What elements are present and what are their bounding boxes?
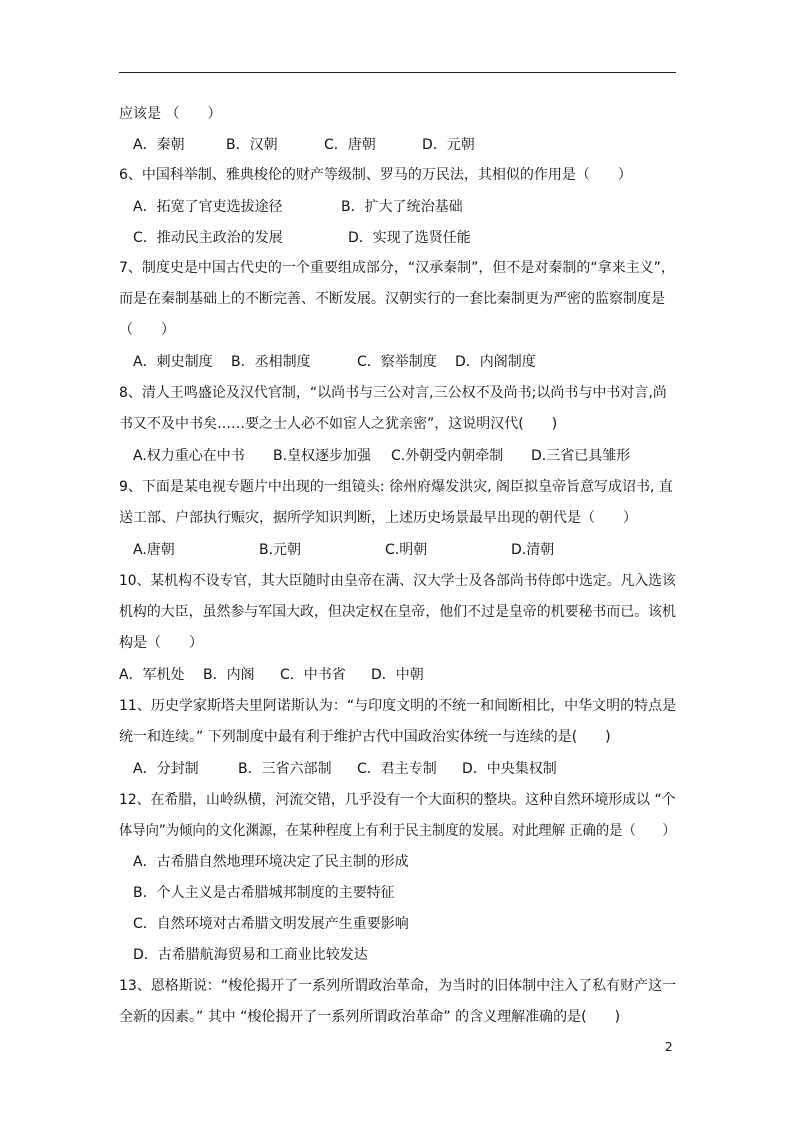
q5-option-c: C．唐朝 bbox=[324, 137, 376, 153]
q9-option-c: C.明朝 bbox=[385, 542, 428, 558]
q9-line-1: 9、下面是某电视专题片中出现的一组镜头: 徐州府爆发洪灾, 阁臣拟皇帝旨意写成诏书, 直 bbox=[119, 479, 673, 495]
q7-line-2: 而是在秦制基础上的不断完善、不断发展。汉朝实行的一套比秦制更为严密的监察制度是 bbox=[119, 291, 665, 307]
q11-option-d: D．中央集权制 bbox=[462, 761, 557, 777]
q10-line-1: 10、某机构不设专官，其大臣随时由皇帝在满、汉大学士及各部尚书侍郎中选定。凡入选该 bbox=[119, 573, 676, 589]
q12-option-c: C．自然环境对古希腊文明发展产生重要影响 bbox=[133, 916, 409, 932]
q6-option-a: A．拓宽了官吏选拔途径 bbox=[133, 199, 283, 215]
q6-option-d: D．实现了选贤任能 bbox=[348, 230, 471, 246]
q12-option-b: B．个人主义是古希腊城邦制度的主要特征 bbox=[133, 885, 395, 901]
q12-option-a: A．古希腊自然地理环境决定了民主制的形成 bbox=[133, 854, 409, 870]
q7-option-b: B．丞相制度 bbox=[231, 354, 311, 370]
page-number: 2 bbox=[665, 1040, 673, 1054]
q11-line-1: 11、历史学家斯塔夫里阿诺斯认为：“与印度文明的不统一和间断相比，中华文明的特点是 bbox=[119, 698, 677, 714]
q10-line-2: 机构的大臣，虽然参与军国大政，但决定权在皇帝，他们不过是皇帝的机要秘书而已。该机 bbox=[119, 604, 676, 620]
q10-option-c: C．中书省 bbox=[280, 667, 346, 683]
q7-line-1: 7、制度史是中国古代史的一个重要组成部分，“汉承秦制”，但不是对秦制的“拿来主义”， bbox=[119, 260, 675, 276]
q8-option-d: D.三省已具雏形 bbox=[531, 448, 631, 464]
q8-option-b: B.皇权逐步加强 bbox=[273, 448, 372, 464]
q5-option-d: D．元朝 bbox=[422, 137, 475, 153]
q10-option-b: B．内阁 bbox=[203, 667, 255, 683]
q13-line-1: 13、恩格斯说：“梭伦揭开了一系列所谓政治革命，为当时的旧体制中注入了私有财产这一 bbox=[119, 978, 677, 994]
q6-stem: 6、中国科举制、雅典梭伦的财产等级制、罗马的万民法，其相似的作用是（ ） bbox=[119, 167, 632, 183]
q7-option-a: A．刺史制度 bbox=[133, 354, 213, 370]
q7-line-3: （ ） bbox=[119, 322, 175, 338]
q6-option-c: C．推动民主政治的发展 bbox=[133, 230, 283, 246]
q10-option-a: A．军机处 bbox=[119, 667, 185, 683]
q11-option-c: C．君主专制 bbox=[357, 761, 437, 777]
q9-option-d: D.清朝 bbox=[511, 542, 555, 558]
q13-line-2: 全新的因素。” 其中 “梭伦揭开了一系列所谓政治革命” 的含义理解准确的是( ) bbox=[119, 1009, 621, 1025]
q7-option-d: D．内阁制度 bbox=[455, 354, 536, 370]
q6-option-b: B．扩大了统治基础 bbox=[341, 199, 463, 215]
q9-option-a: A.唐朝 bbox=[133, 542, 175, 558]
header-rule bbox=[119, 72, 676, 73]
q5-tail: 应该是 （ ） bbox=[119, 106, 222, 122]
q11-option-b: B．三省六部制 bbox=[238, 761, 332, 777]
q12-option-d: D．古希腊航海贸易和工商业比较发达 bbox=[133, 947, 368, 963]
q8-line-2: 书又不及中书矣……要之士人必不如宦人之犹亲密”，这说明汉代( ) bbox=[119, 416, 558, 432]
q7-option-c: C．察举制度 bbox=[357, 354, 437, 370]
q5-option-b: B．汉朝 bbox=[226, 137, 278, 153]
q8-line-1: 8、清人王鸣盛论及汉代官制，“以尚书与三公对言,三公权不及尚书;以尚书与中书对言,尚 bbox=[119, 385, 667, 401]
q8-option-a: A.权力重心在中书 bbox=[133, 448, 245, 464]
q10-option-d: D．中朝 bbox=[371, 667, 424, 683]
q5-option-a: A．秦朝 bbox=[133, 137, 185, 153]
q9-line-2: 送工部、户部执行赈灾，据所学知识判断，上述历史场景最早出现的朝代是（ ） bbox=[119, 510, 637, 526]
q8-option-c: C.外朝受内朝牵制 bbox=[391, 448, 504, 464]
q11-option-a: A．分封制 bbox=[133, 761, 199, 777]
q12-line-2: 体导向”为倾向的文化渊源，在某种程度上有利于民主制度的发展。对此理解 正确的是（ ） bbox=[119, 823, 676, 839]
q12-line-1: 12、在希腊，山岭纵横，河流交错，几乎没有一个大面积的整块。这种自然环境形成以 “个 bbox=[119, 792, 676, 808]
q9-option-b: B.元朝 bbox=[259, 542, 302, 558]
q10-line-3: 构是（ ） bbox=[119, 635, 203, 651]
q11-line-2: 统一和连续。” 下列制度中最有利于维护古代中国政治实体统一与连续的是( ) bbox=[119, 729, 611, 745]
